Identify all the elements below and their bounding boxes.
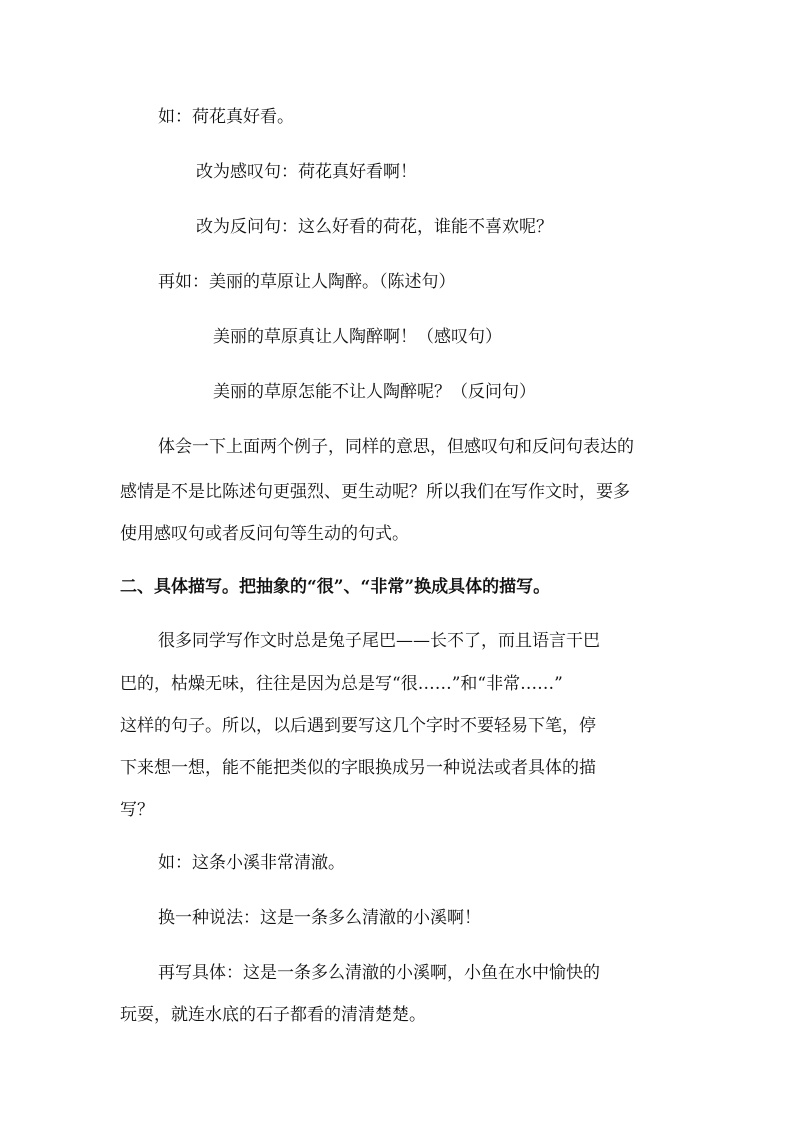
example2-rhetorical: 美丽的草原怎能不让人陶醉呢？（反问句） [213,382,536,402]
section2-body-line-2: 巴的，枯燥无味，往往是因为总是写“很……”和“非常……” [120,674,563,694]
example3-concrete-line-1: 再写具体：这是一条多么清澈的小溪啊，小鱼在水中愉快的 [158,963,600,983]
example3-intro: 如：这条小溪非常清澈。 [158,853,345,873]
example1-exclamatory: 改为感叹句：荷花真好看啊！ [196,162,417,182]
reflection-line-2: 感情是不是比陈述句更强烈、更生动呢？所以我们在写作文时，要多 [120,482,630,502]
example3-alternative: 换一种说法：这是一条多么清澈的小溪啊！ [158,908,481,928]
example2-exclamatory: 美丽的草原真让人陶醉啊！（感叹句） [213,327,502,347]
section2-body-line-4: 下来想一想，能不能把类似的字眼换成另一种说法或者具体的描 [120,758,596,778]
section2-heading: 二、具体描写。把抽象的“很”、“非常”换成具体的描写。 [120,577,551,597]
section2-body-line-3: 这样的句子。所以，以后遇到要写这几个字时不要轻易下笔，停 [120,716,596,736]
example3-concrete-line-2: 玩耍，就连水底的石子都看的清清楚楚。 [120,1005,426,1025]
example1-rhetorical: 改为反问句：这么好看的荷花，谁能不喜欢呢？ [196,217,553,237]
reflection-line-3: 使用感叹句或者反问句等生动的句式。 [120,524,409,544]
reflection-line-1: 体会一下上面两个例子，同样的意思，但感叹句和反问句表达的 [158,437,634,457]
section2-body-line-1: 很多同学写作文时总是兔子尾巴——长不了，而且语言干巴 [158,631,600,651]
section2-body-line-5: 写？ [120,800,154,820]
example2-intro: 再如：美丽的草原让人陶醉。（陈述句） [158,272,456,292]
example1-intro: 如：荷花真好看。 [158,107,294,127]
